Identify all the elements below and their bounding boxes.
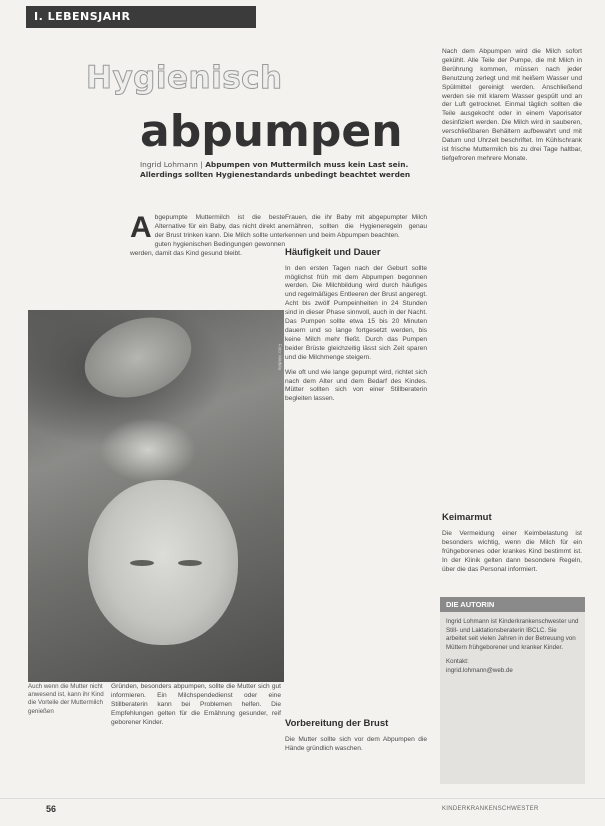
photo-credit: Foto: Medela (277, 343, 282, 370)
col2-intro: Frauen, die ihr Baby mit abgepumpter Milch ernähren, sollten die Hygieneregeln genau kennen und beim Abpumpen beachten. (285, 214, 427, 239)
author-box (440, 612, 585, 784)
photo-caption: Auch wenn die Mutter nicht anwesend ist, kann ihr Kind die Vorteile der Muttermilch genießen (28, 683, 104, 715)
title-line-2: abpumpen (140, 106, 403, 157)
column-1-bottom (111, 683, 281, 728)
col2-body-2: Wie oft und wie lange gepumpt wird, richtet sich nach dem Alter und dem Bedarf des Kindes. Mütter sollten sich von einer Stillberaterin begleiten lassen. (285, 368, 427, 403)
author-bio: Ingrid Lohmann ist Kinderkrankenschwester und Still- und Laktationsberaterin IBCLC. Sie arbeitet seit vielen Jahren in der Betreuung von Müttern frühgeborener und kranker Kinder. (446, 618, 579, 651)
baby-photo (28, 310, 284, 682)
col1-intro: bgepumpte Muttermilch ist die beste Alternative für ein Baby, das nicht direkt an der Brust trinken kann. Die Milch sollte unter guten hygienischen Bedingungen gewonnen werden, damit das Kind gesund bleibt. (130, 214, 285, 257)
section-label: I. LEBENSJAHR (26, 6, 256, 28)
hand-shape (73, 310, 202, 412)
col1-bottom-text: Gründen, besonders abpumpen, sollte die Mutter sich gut informieren. Ein Milchspendedienst oder eine Stillberaterin kann bei Problemen helfen. Die Empfehlungen gelten für die Ernährung gesunder, reif geborener Kinder. (111, 683, 281, 726)
page-number: 56 (46, 804, 57, 814)
author-contact[interactable]: ingrid.lohmann@web.de (446, 666, 513, 674)
footer-divider (0, 798, 605, 799)
heading-germs: Keimarmut (442, 512, 492, 523)
column-1 (130, 211, 285, 259)
lead-text: Abpumpen von Muttermilch muss kein Last sein. Allerdings sollten Hygienestandards unbedingt beachtet werden (140, 160, 411, 179)
eye-left (130, 560, 154, 566)
heading-frequency: Häufigkeit und Dauer (285, 246, 381, 258)
title-line-1: Hygienisch (86, 60, 283, 96)
subtitle: Ingrid Lohmann | Abpumpen von Muttermilch muss kein Last sein. Allerdings sollten Hygienestandards unbedingt beachtet werden (140, 160, 411, 179)
heading-preparation: Vorbereitung der Brust (285, 718, 389, 729)
eye-right (178, 560, 202, 566)
column-3 (442, 48, 582, 164)
drop-cap: A (130, 211, 152, 244)
column-3-bottom (442, 506, 582, 574)
author-box-heading: DIE AUTORIN (440, 597, 585, 612)
baby-face (88, 480, 238, 645)
column-2-bottom (285, 712, 427, 754)
author-name: Ingrid Lohmann (140, 160, 198, 169)
column-2 (285, 214, 427, 404)
col3-body: Nach dem Abpumpen wird die Milch sofort gekühlt. Alle Teile der Pumpe, die mit Milch in Berührung kommen, müssen nach jeder Benutzung zerlegt und mit heißem Wasser und Spülmittel gereinigt werden. Anschließend werden sie mit klarem Wasser gespült und an der Luft getrocknet. Einmal täglich sollten die Teile ausgekocht oder in einem Vaporisator desinfiziert werden. Die Milch wird in sauberen, verschließbaren Behältern aufbewahrt und mit Datum und Uhrzeit beschriftet. Im Kühlschrank ist frische Muttermilch bis zu drei Tage haltbar, tiefgefroren mehrere Monate. (442, 48, 582, 162)
col2-body: In den ersten Tagen nach der Geburt sollte möglichst früh mit dem Abpumpen begonnen werden. Die Milchbildung wird durch häufiges und regelmäßiges Entleeren der Brust angeregt. Acht bis zwölf Pumpeinheiten in 24 Stunden sind in dieser Phase sinnvoll, auch in der Nacht. Das Pumpen sollte etwa 15 bis 20 Minuten dauern und so lange fortgesetzt werden, bis keine Milch mehr fließt. Durch das Pumpen beider Brüste gleichzeitig lässt sich Zeit sparen und die Milchmenge steigern. (285, 264, 427, 361)
magazine-name: KINDERKRANKENSCHWESTER (442, 806, 539, 812)
col2-tail: Die Mutter sollte sich vor dem Abpumpen die Hände gründlich waschen. (285, 735, 427, 752)
col3-body-2: Die Vermeidung einer Keimbelastung ist besonders wichtig, wenn die Milch für ein frühgeborenes oder krankes Kind bestimmt ist. In der Klinik gelten dann besondere Regeln, über die das Personal informiert. (442, 529, 582, 573)
author-contact-label: Kontakt: (446, 658, 469, 665)
